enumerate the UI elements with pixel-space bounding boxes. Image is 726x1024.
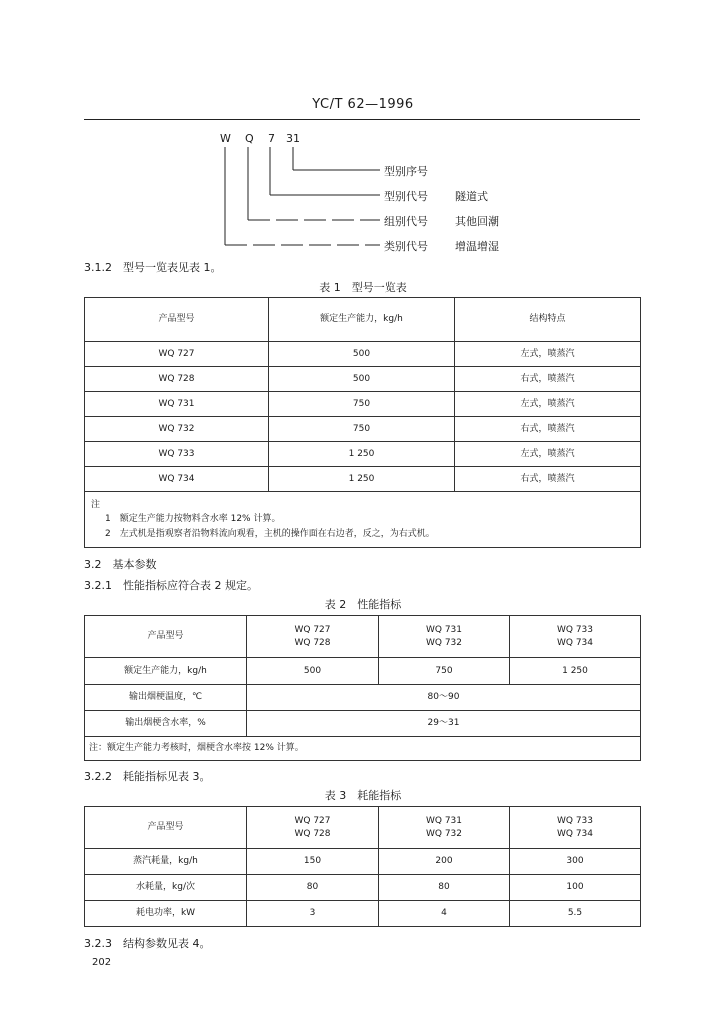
table-cell: 80 xyxy=(247,875,379,901)
table-cell: 右式，喷蒸汽 xyxy=(455,467,641,492)
table-cell: 500 xyxy=(269,367,455,392)
table2-model-group-2 xyxy=(379,616,510,658)
table-row xyxy=(85,467,641,492)
table2 xyxy=(84,615,641,761)
model-name: WQ 733 xyxy=(556,625,594,636)
code-row-serial-label: 型别序号 xyxy=(384,165,428,178)
table-cell: 29～31 xyxy=(247,711,641,737)
model-name: WQ 728 xyxy=(294,637,331,648)
table-cell: 500 xyxy=(269,342,455,367)
table-cell: WQ 728 xyxy=(85,367,269,392)
table-row-label: 输出烟梗温度，℃ xyxy=(85,685,247,711)
table2-note: 注：额定生产能力考核时，烟梗含水率按 12% 计算。 xyxy=(85,737,641,761)
model-name: WQ 732 xyxy=(425,637,463,648)
table2-caption: 表 2 性能指标 xyxy=(324,598,402,611)
model-code-leader-lines xyxy=(0,0,726,260)
table-cell: WQ 732 xyxy=(85,417,269,442)
model-name: WQ 727 xyxy=(294,625,331,636)
code-row-group-label: 组别代号 xyxy=(384,215,428,228)
code-row-group-value: 其他回潮 xyxy=(455,215,499,228)
table-row xyxy=(85,342,641,367)
table-cell: 1 250 xyxy=(510,658,641,685)
section-3-2-3: 3.2.3 结构参数见表 4。 xyxy=(84,937,211,950)
table-cell: 750 xyxy=(269,417,455,442)
table-cell: 150 xyxy=(247,849,379,875)
model-name: WQ 733 xyxy=(556,816,594,827)
table-cell: WQ 733 xyxy=(85,442,269,467)
code-char-w: W xyxy=(220,132,231,145)
model-name: WQ 727 xyxy=(294,816,331,827)
code-row-type-value: 隧道式 xyxy=(455,190,488,203)
table3-model-group-3 xyxy=(510,807,641,849)
table-row xyxy=(85,658,641,685)
table2-model-group-1 xyxy=(247,616,379,658)
table-row xyxy=(85,367,641,392)
table-row-label: 输出烟梗含水率，% xyxy=(85,711,247,737)
table1-header-structure: 结构特点 xyxy=(455,298,641,342)
table-cell: 5.5 xyxy=(510,901,641,927)
table-row-label: 蒸汽耗量，kg/h xyxy=(85,849,247,875)
table-cell: 右式，喷蒸汽 xyxy=(455,417,641,442)
table-row xyxy=(85,711,641,737)
table-cell: 左式，喷蒸汽 xyxy=(455,392,641,417)
table-cell: 300 xyxy=(510,849,641,875)
section-3-2-1: 3.2.1 性能指标应符合表 2 规定。 xyxy=(84,579,258,592)
table-row-label: 水耗量，kg/次 xyxy=(85,875,247,901)
table-cell: WQ 727 xyxy=(85,342,269,367)
table-cell: 200 xyxy=(379,849,510,875)
document-header: YC/T 62—1996 xyxy=(312,97,414,112)
table1-header-capacity: 额定生产能力，kg/h xyxy=(269,298,455,342)
table1-note-1: 1 额定生产能力按物料含水率 12% 计算。 xyxy=(105,514,281,525)
model-name: WQ 734 xyxy=(556,637,594,648)
table-cell: 500 xyxy=(247,658,379,685)
table-row-label: 额定生产能力，kg/h xyxy=(85,658,247,685)
table-cell: WQ 731 xyxy=(85,392,269,417)
table1-note-2: 2 左式机是指观察者沿物料流向观看，主机的操作面在右边者，反之，为右式机。 xyxy=(105,528,435,539)
table-row xyxy=(85,901,641,927)
model-name: WQ 728 xyxy=(294,828,331,839)
table-cell: 4 xyxy=(379,901,510,927)
table-cell: 3 xyxy=(247,901,379,927)
code-char-group: 7 xyxy=(268,132,275,145)
table-cell: WQ 734 xyxy=(85,467,269,492)
table2-model-group-3 xyxy=(510,616,641,658)
code-char-serial: 31 xyxy=(286,132,300,145)
table-cell: 1 250 xyxy=(269,442,455,467)
table-cell: 100 xyxy=(510,875,641,901)
table1-notes xyxy=(85,492,641,548)
table1-header-model: 产品型号 xyxy=(85,298,269,342)
table1-note-title: 注 xyxy=(91,499,101,510)
model-name: WQ 734 xyxy=(556,828,594,839)
table-cell: 750 xyxy=(379,658,510,685)
table3-model-group-1 xyxy=(247,807,379,849)
page-number: 202 xyxy=(92,957,112,968)
table-cell: 80～90 xyxy=(247,685,641,711)
table-row-label: 耗电功率，kW xyxy=(85,901,247,927)
table-cell: 80 xyxy=(379,875,510,901)
table-row xyxy=(85,417,641,442)
table2-header-model: 产品型号 xyxy=(85,616,247,658)
table-cell: 左式，喷蒸汽 xyxy=(455,442,641,467)
model-name: WQ 732 xyxy=(425,828,463,839)
section-3-2-2: 3.2.2 耗能指标见表 3。 xyxy=(84,770,211,783)
table-row xyxy=(85,392,641,417)
table3-model-group-2 xyxy=(379,807,510,849)
table-cell: 750 xyxy=(269,392,455,417)
code-row-class-label: 类别代号 xyxy=(384,240,428,253)
table3-caption: 表 3 耗能指标 xyxy=(324,789,402,802)
table-row xyxy=(85,849,641,875)
table1-caption: 表 1 型号一览表 xyxy=(319,281,407,294)
code-row-class-value: 增温增湿 xyxy=(455,240,499,253)
table-row xyxy=(85,442,641,467)
table-row xyxy=(85,685,641,711)
model-name: WQ 731 xyxy=(425,816,463,827)
table-cell: 右式，喷蒸汽 xyxy=(455,367,641,392)
table-row xyxy=(85,875,641,901)
section-3-1-2: 3.1.2 型号一览表见表 1。 xyxy=(84,261,222,274)
code-char-q: Q xyxy=(245,132,254,145)
table-cell: 1 250 xyxy=(269,467,455,492)
table3 xyxy=(84,806,641,927)
table3-header-model: 产品型号 xyxy=(85,807,247,849)
model-name: WQ 731 xyxy=(425,625,463,636)
table-cell: 左式，喷蒸汽 xyxy=(455,342,641,367)
section-3-2: 3.2 基本参数 xyxy=(84,558,157,571)
code-row-type-label: 型别代号 xyxy=(384,190,428,203)
table1 xyxy=(84,297,641,548)
